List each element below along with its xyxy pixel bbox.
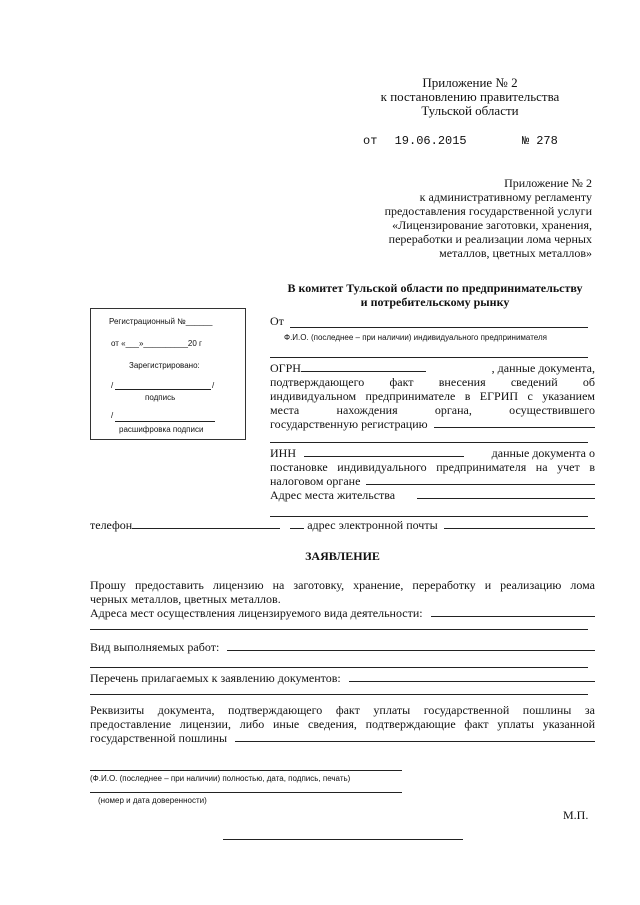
works-label: Вид выполняемых работ: xyxy=(90,640,220,654)
ogrn-text2: подтверждающего факт внесения сведений об xyxy=(270,375,595,389)
inn-text1: данные документа о xyxy=(491,446,595,460)
phone-field[interactable] xyxy=(132,518,280,529)
address-label: Адрес места жительства xyxy=(270,488,396,502)
email-field[interactable] xyxy=(444,518,595,529)
payment-row3 xyxy=(90,731,595,745)
header-line3: Тульской области xyxy=(421,103,519,118)
ogrn-text5: государственную регистрацию xyxy=(270,417,428,431)
bottom-line[interactable] xyxy=(223,839,463,840)
number-prefix: № xyxy=(521,134,530,148)
ogrn-label: ОГРН xyxy=(270,361,301,375)
registration-stamp-box xyxy=(90,308,246,440)
header-line1: Приложение № 2 xyxy=(422,75,518,90)
appendix-block xyxy=(340,176,592,260)
ogrn-text4: места нахождения органа, осуществившего xyxy=(270,403,595,417)
ogrn-text3: индивидуальном предпринимателе в ЕГРИП с указанием xyxy=(270,389,595,403)
decode-caption: расшифровка подписи xyxy=(119,425,204,434)
inn-text3: налоговом органе xyxy=(270,474,361,488)
addresses-row xyxy=(90,606,595,620)
header-line2: к постановлению правительства xyxy=(380,89,560,104)
address-field[interactable] xyxy=(417,488,595,499)
works-row xyxy=(90,640,595,654)
docs-field[interactable] xyxy=(349,671,595,682)
fio-caption: Ф.И.О. (последнее – при наличии) индивидуального предпринимателя xyxy=(284,333,547,342)
tax-authority-field[interactable] xyxy=(366,474,595,485)
phone-gap-line xyxy=(290,518,304,529)
sign-slash-right: / xyxy=(212,381,215,390)
signature-line[interactable] xyxy=(90,770,402,771)
sign-caption: подпись xyxy=(145,393,176,402)
registered-label: Зарегистрировано: xyxy=(129,361,200,370)
addresses-extra-line[interactable] xyxy=(90,629,588,630)
inn-text2: постановке индивидуального предпринимателя на учет в xyxy=(270,460,595,474)
committee-line1: В комитет Тульской области по предпринимательству xyxy=(287,281,583,295)
payment-line1: Реквизиты документа, подтверждающего факт уплаты государственной пошлины за xyxy=(90,703,595,717)
payment-block xyxy=(90,703,595,745)
statement-title: ЗАЯВЛЕНИЕ xyxy=(305,549,380,563)
phone-label: телефон xyxy=(90,518,133,532)
docs-extra-line[interactable] xyxy=(90,694,588,695)
proxy-caption: (номер и дата доверенности) xyxy=(98,796,207,805)
resolution-date-row xyxy=(363,134,558,148)
inn-row3 xyxy=(270,474,595,488)
seal-place: М.П. xyxy=(563,808,589,822)
sign-line xyxy=(115,389,211,390)
works-extra-line[interactable] xyxy=(90,667,588,668)
fio-field[interactable] xyxy=(290,327,588,328)
appendix-line5: переработки и реализации лома черных xyxy=(388,232,592,246)
signature-caption: (Ф.И.О. (последнее – при наличии) полностью, дата, подпись, печать) xyxy=(90,774,351,783)
inn-field[interactable] xyxy=(304,446,464,457)
payment-line3: государственной пошлины xyxy=(90,731,228,745)
appendix-line4: «Лицензирование заготовки, хранения, xyxy=(392,218,592,232)
sign-slash-left: / xyxy=(111,381,114,390)
date-prefix: от xyxy=(363,134,378,148)
email-label: адрес электронной почты xyxy=(307,518,438,532)
payment-field[interactable] xyxy=(235,731,595,742)
inn-block xyxy=(270,446,595,502)
ogrn-text1: , данные документа, xyxy=(491,361,595,375)
inn-row xyxy=(270,446,595,460)
decode-slash: / xyxy=(111,411,114,420)
addresses-field[interactable] xyxy=(431,606,595,617)
appendix-line6: металлов, цветных металлов» xyxy=(439,246,592,260)
committee-address xyxy=(265,281,605,309)
reg-number-label: Регистрационный №______ xyxy=(109,317,213,326)
ogrn-block xyxy=(270,361,595,431)
ogrn-row5 xyxy=(270,417,595,431)
ogrn-field[interactable] xyxy=(301,361,426,372)
from-label: От xyxy=(270,314,284,328)
resolution-date: 19.06.2015 xyxy=(394,134,467,148)
payment-line2: предоставление лицензии, либо иные сведения, подтверждающие факт уплаты указанной xyxy=(90,717,595,731)
addresses-label: Адреса мест осуществления лицензируемого вида деятельности: xyxy=(90,606,423,620)
appendix-line1: Приложение № 2 xyxy=(504,176,592,190)
committee-line2: и потребительскому рынку xyxy=(360,295,510,309)
decode-line xyxy=(115,421,215,422)
address-row xyxy=(270,488,595,502)
ogrn-extra-line[interactable] xyxy=(270,442,588,443)
registration-authority-field[interactable] xyxy=(434,417,595,428)
request-line1: Прошу предоставить лицензию на заготовку, хранение, переработку и реализацию лома xyxy=(90,578,595,592)
proxy-line[interactable] xyxy=(90,792,402,793)
resolution-number: 278 xyxy=(536,134,558,148)
resolution-header xyxy=(360,76,580,118)
contact-row xyxy=(90,518,595,532)
appendix-line3: предоставления государственной услуги xyxy=(384,204,592,218)
address-extra-line[interactable] xyxy=(270,516,588,517)
inn-label: ИНН xyxy=(270,446,296,460)
ogrn-row xyxy=(270,361,595,375)
docs-label: Перечень прилагаемых к заявлению документов: xyxy=(90,671,341,685)
docs-row xyxy=(90,671,595,685)
statement-body xyxy=(90,578,595,620)
appendix-line2: к административному регламенту xyxy=(419,190,592,204)
request-line2: черных металлов, цветных металлов. xyxy=(90,592,281,606)
fio-extra-line[interactable] xyxy=(270,357,588,358)
reg-date-label: от «___»__________20 г xyxy=(111,339,202,348)
works-field[interactable] xyxy=(227,640,595,651)
